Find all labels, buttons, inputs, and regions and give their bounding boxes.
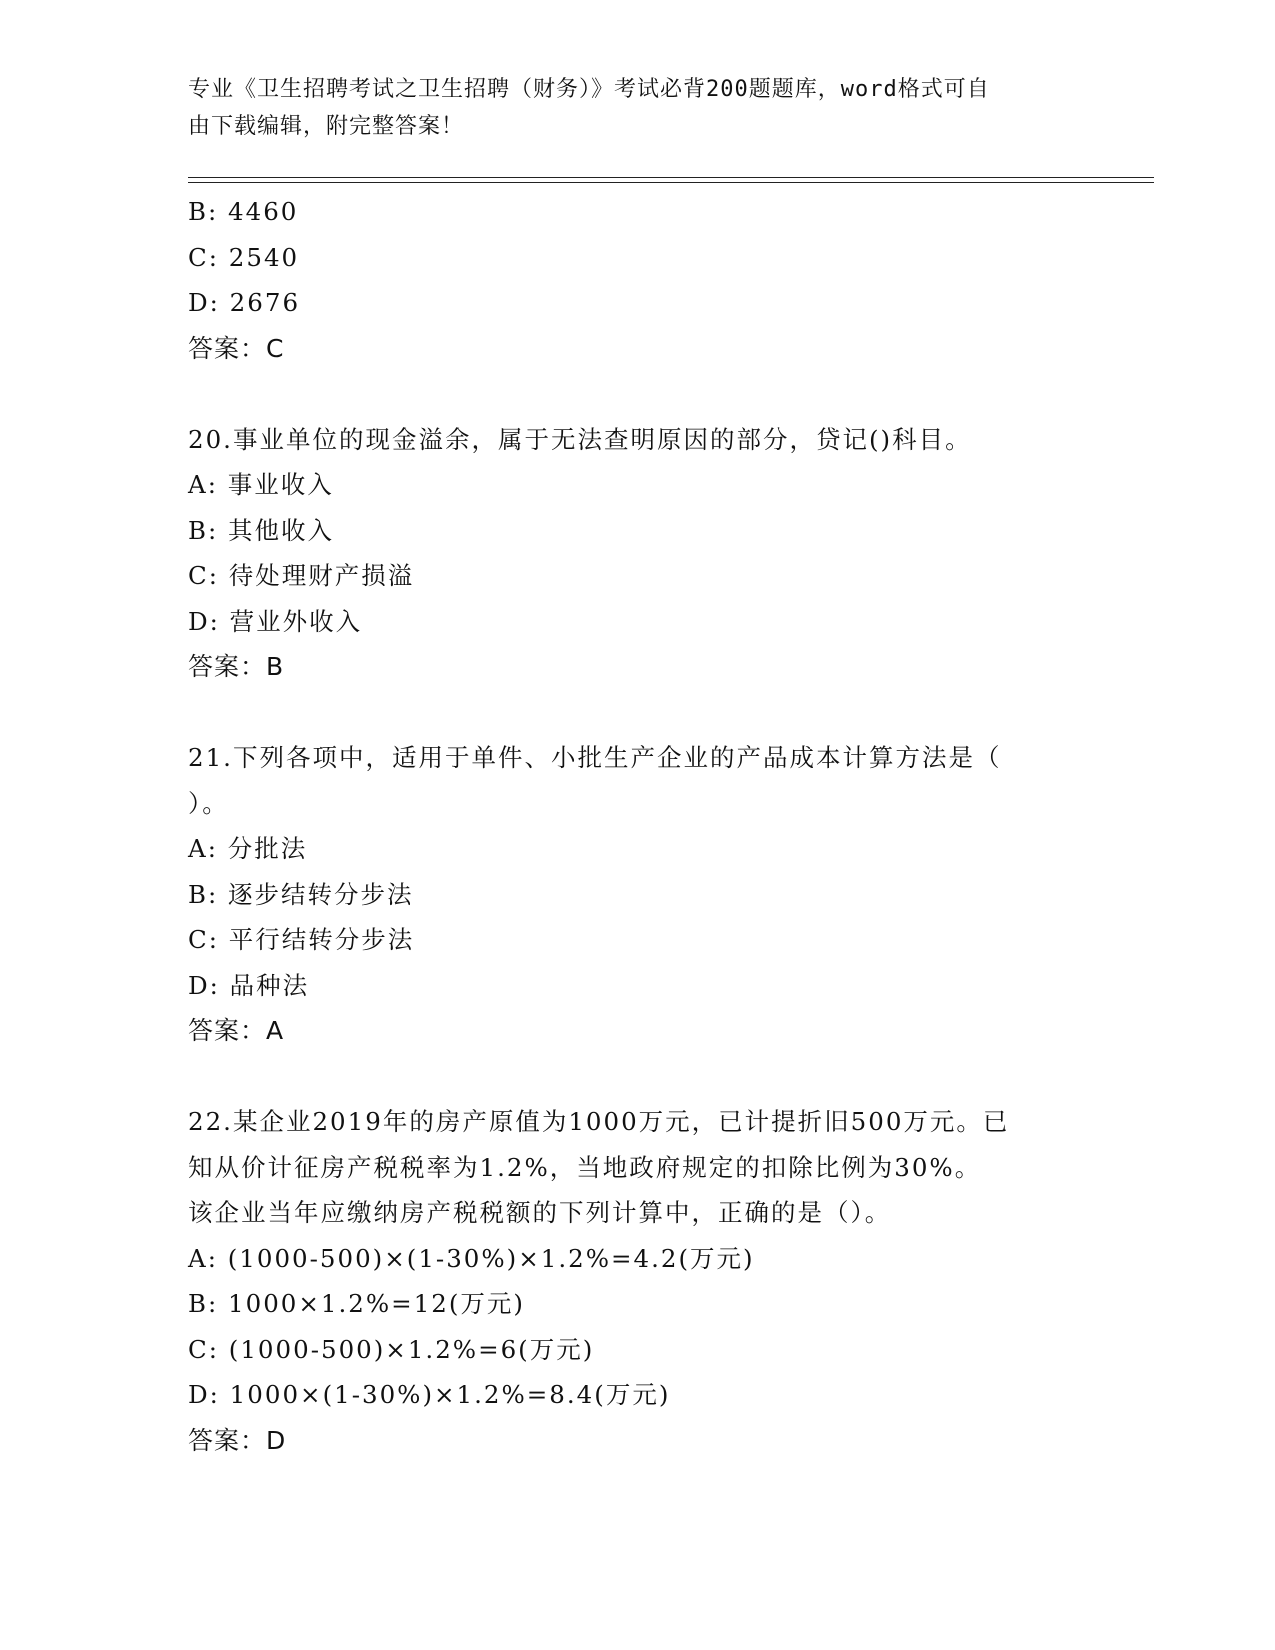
option-d: D: 品种法 <box>188 970 310 1000</box>
option-c: C: (1000-500)×1.2%=6(万元) <box>188 1334 595 1364</box>
question-stem: 20.事业单位的现金溢余，属于无法查明原因的部分，贷记()科目。 <box>188 424 972 454</box>
question-20 <box>188 417 1088 690</box>
header-divider-top <box>188 177 1154 178</box>
option-d: D: 1000×(1-30%)×1.2%=8.4(万元) <box>188 1380 671 1409</box>
question-stem-line-3: 该企业当年应缴纳房产税税额的下列计算中，正确的是（）。 <box>188 1198 892 1227</box>
question-stem-line-2: ）。 <box>188 788 229 818</box>
option-a: A: 分批法 <box>188 834 308 863</box>
question-list <box>188 189 1088 1463</box>
option-d: D: 营业外收入 <box>188 606 363 636</box>
option-c: C: 平行结转分步法 <box>188 925 415 954</box>
header-divider-bottom <box>188 182 1154 183</box>
option-b: B: 4460 <box>188 197 299 226</box>
option-c: C: 待处理财产损溢 <box>188 561 415 590</box>
question-stem-line-1: 21.下列各项中，适用于单件、小批生产企业的产品成本计算方法是（ <box>188 743 1002 772</box>
spacer <box>188 690 1088 736</box>
answer-line: 答案：B <box>188 652 285 681</box>
question-stem-line-2: 知从价计征房产税税率为1.2%，当地政府规定的扣除比例为30%。 <box>188 1152 982 1182</box>
option-c: C: 2540 <box>188 242 300 272</box>
answer-line: 答案：A <box>188 1016 285 1045</box>
option-d: D: 2676 <box>188 288 301 317</box>
option-b: B: 其他收入 <box>188 515 335 545</box>
header-line-2: 由下载编辑，附完整答案！ <box>188 114 465 139</box>
question-19-tail <box>188 189 1088 371</box>
spacer <box>188 1054 1088 1100</box>
option-a: A: (1000-500)×(1-30%)×1.2%=4.2(万元) <box>188 1243 755 1273</box>
question-22 <box>188 1099 1088 1463</box>
header-line-1: 专业《卫生招聘考试之卫生招聘（财务）》考试必背200题题库，word格式可自 <box>188 77 990 102</box>
option-b: B: 1000×1.2%=12(万元) <box>188 1289 525 1318</box>
option-a: A: 事业收入 <box>188 470 334 499</box>
spacer <box>188 371 1088 417</box>
answer-line: 答案：C <box>188 333 285 363</box>
question-stem-line-1: 22.某企业2019年的房产原值为1000万元，已计提折旧500万元。已 <box>188 1107 1010 1136</box>
document-header <box>188 71 1068 145</box>
option-b: B: 逐步结转分步法 <box>188 879 414 909</box>
question-21 <box>188 735 1088 1054</box>
answer-line: 答案：D <box>188 1425 287 1455</box>
